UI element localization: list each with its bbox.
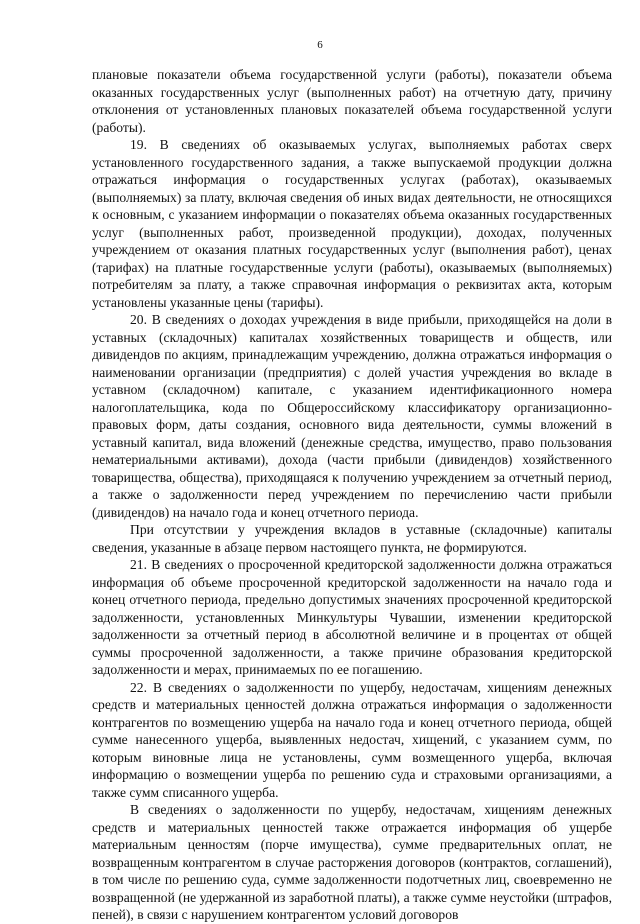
document-body bbox=[92, 66, 612, 924]
paragraph-clause-22-continued: В сведениях о задолженности по ущербу, недостачам, хищениям денежных средств и материальных ценностей также отражается информация об ущербе материальным ценностям (порче имущества), сумме предварительных оплат, не возвращенным контрагентом в случае расторжения договоров (контрактов, соглашений), в том числе по решению суда, сумме задолженности подотчетных лиц, своевременно не возвращенной (не удержанной из заработной платы), а также сумме неустойки (штрафов, пеней), в связи с нарушением контрагентом условий договоров bbox=[92, 802, 612, 922]
paragraph-clause-20: 20. В сведениях о доходах учреждения в виде прибыли, приходящейся на доли в уставных (складочных) капиталах хозяйственных товариществ и обществ, или дивидендов по акциям, принадлежащим учреждению, должна отражаться информация о наименовании организации (предприятия) с долей участия учреждения во вкладе в уставном (складочном) капитале, с указанием идентификационного номера налогоплательщика, кода по Общероссийскому классификатору организационно-правовых форм, даты создания, основного вида деятельности, суммы вложений в уставный капитал, вида вложений (денежные средства, имущество, право пользования нематериальными активами), дохода (части прибыли (дивидендов) хозяйственного товарищества, общества), приходящаяся к получению учреждением за отчетный период, а также о задолженности перед учреждением по перечислению части прибыли (дивидендов) на начало года и конец отчетного периода. bbox=[92, 312, 612, 520]
paragraph-clause-22: 22. В сведениях о задолженности по ущербу, недостачам, хищениям денежных средств и материальных ценностей должна отражаться информация о задолженности контрагентов по возмещению ущерба на начало года и конец отчетного периода, общей сумме нанесенного ущерба, выявленных недостач, хищений, с указанием сумм, по которым виновные лица не установлены, сумм возмещенного ущерба, включая информацию о возмещении ущерба по решению суда и страховыми организациями, а также сумм списанного ущерба. bbox=[92, 679, 612, 800]
paragraph-continuation: плановые показатели объема государственной услуги (работы), показатели объема оказанных государственных услуг (выполненных работ) на отчетную дату, причину отклонения от установленных плановых показателей объема государственной услуги (работы). bbox=[92, 67, 612, 135]
paragraph-clause-21: 21. В сведениях о просроченной кредиторской задолженности должна отражаться информация об объеме просроченной кредиторской задолженности на начало года и конец отчетного периода, предельно допустимых значениях просроченной кредиторской задолженности, установленных Минкультуры Чувашии, изменении кредиторской задолженности за отчетный период в абсолютной величине и в процентах от общей суммы просроченной задолженности, а также причине образования кредиторской задолженности и мерах, принимаемых по ее погашению. bbox=[92, 557, 612, 677]
paragraph-clause-20-note: При отсутствии у учреждения вкладов в уставные (складочные) капиталы сведения, указанные в абзаце первом настоящего пункта, не формируются. bbox=[92, 522, 612, 555]
paragraph-clause-19: 19. В сведениях об оказываемых услугах, выполняемых работах сверх установленного государственного задания, а также выпускаемой продукции должна отражаться информация о государственных услугах (работах), оказываемых (выполняемых) за плату, включая сведения об иных видах деятельности, не относящихся к основным, с указанием информации о показателях объема оказанных государственных услуг (выполненных работ, произведенной продукции), доходах, полученных учреждением от оказания платных государственных услуг (выполнения работ), ценах (тарифах) на платные государственные услуги (работы), оказываемых (выполняемых) потребителям за плату, а также справочная информация о реквизитах акта, которым установлены указанные цены (тарифы). bbox=[92, 137, 612, 310]
page-number: 6 bbox=[317, 39, 323, 51]
